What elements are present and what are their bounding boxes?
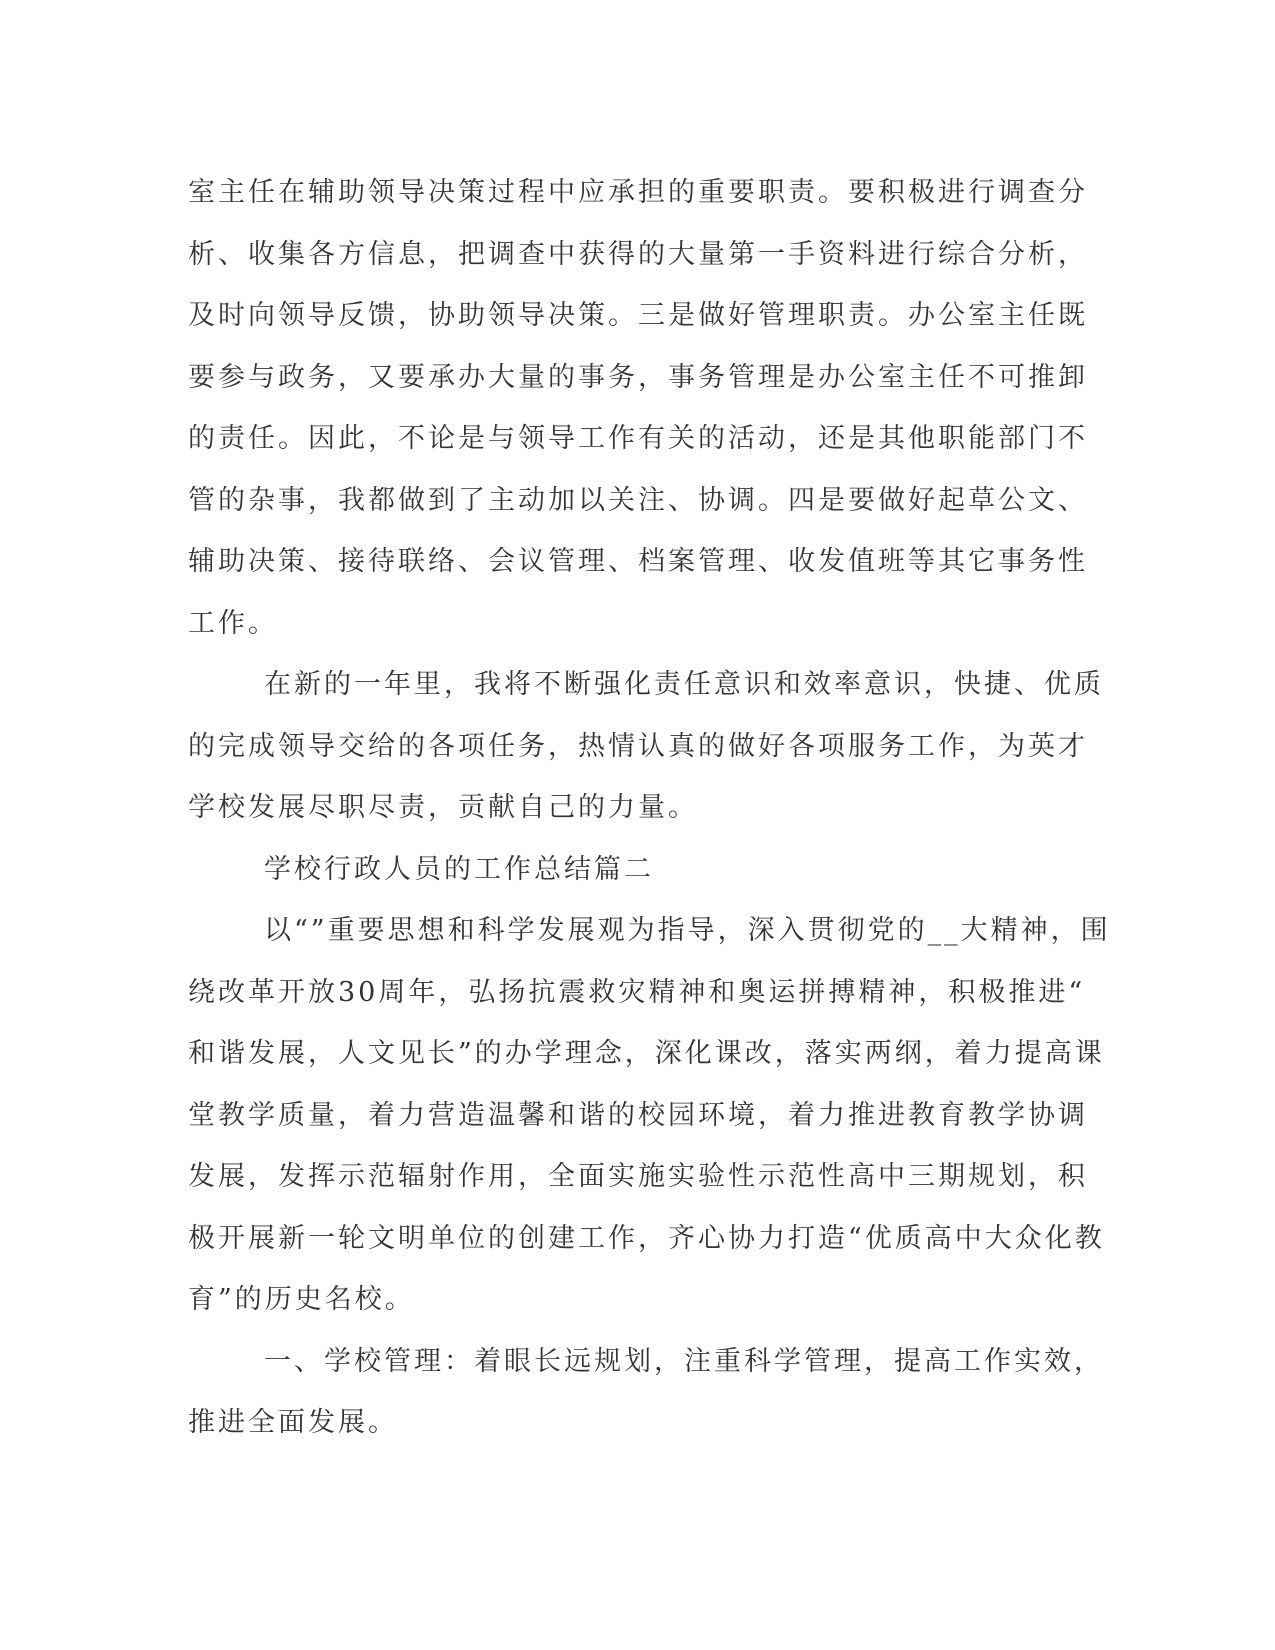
text-line: 一、学校管理：着眼长远规划，注重科学管理，提高工作实效，	[264, 1345, 1104, 1377]
paragraph-guidance	[188, 900, 1111, 1331]
document-body	[188, 162, 1111, 1454]
paragraph-new-year	[188, 654, 1104, 839]
text-line: 辅助决策、接待联络、会议管理、档案管理、收发值班等其它事务性	[188, 546, 1088, 577]
text-line: 育”的历史名校。	[188, 1284, 415, 1315]
text-line: 工作。	[188, 607, 278, 639]
text-line: 堂教学质量，着力营造温馨和谐的校园环境，着力推进教育教学协调	[188, 1099, 1088, 1131]
paragraph-responsibilities	[188, 162, 1088, 654]
section-heading: 学校行政人员的工作总结篇二	[264, 853, 654, 885]
text-line: 学校发展尽职尽责，贡献自己的力量。	[188, 792, 698, 823]
text-line: 绕改革开放30周年，弘扬抗震救灾精神和奥运拼搏精神，积极推进“	[188, 976, 1086, 1008]
text-line: 在新的一年里，我将不断强化责任意识和效率意识，快捷、优质	[264, 669, 1104, 700]
text-line: 发展，发挥示范辐射作用，全面实施实验性示范性高中三期规划，积	[188, 1161, 1088, 1192]
text-line: 的责任。因此，不论是与领导工作有关的活动，还是其他职能部门不	[188, 423, 1088, 454]
paragraph-school-management	[188, 1331, 1104, 1454]
text-line: 室主任在辅助领导决策过程中应承担的重要职责。要积极进行调查分	[188, 177, 1088, 208]
text-line: 及时向领导反馈，协助领导决策。三是做好管理职责。办公室主任既	[188, 300, 1088, 331]
text-line: 和谐发展，人文见长”的办学理念，深化课改，落实两纲，着力提高课	[188, 1038, 1105, 1069]
text-line: 管的杂事，我都做到了主动加以关注、协调。四是要做好起草公文、	[188, 484, 1088, 516]
text-line: 推进全面发展。	[188, 1407, 398, 1438]
text-line: 极开展新一轮文明单位的创建工作，齐心协力打造“优质高中大众化教	[188, 1222, 1105, 1254]
text-line: 以“”重要思想和科学发展观为指导，深入贯彻党的__大精神，围	[264, 915, 1111, 946]
text-line: 析、收集各方信息，把调查中获得的大量第一手资料进行综合分析，	[188, 238, 1088, 270]
text-line: 的完成领导交给的各项任务，热情认真的做好各项服务工作，为英才	[188, 730, 1088, 762]
text-line: 要参与政务，又要承办大量的事务，事务管理是办公室主任不可推卸	[188, 361, 1088, 393]
